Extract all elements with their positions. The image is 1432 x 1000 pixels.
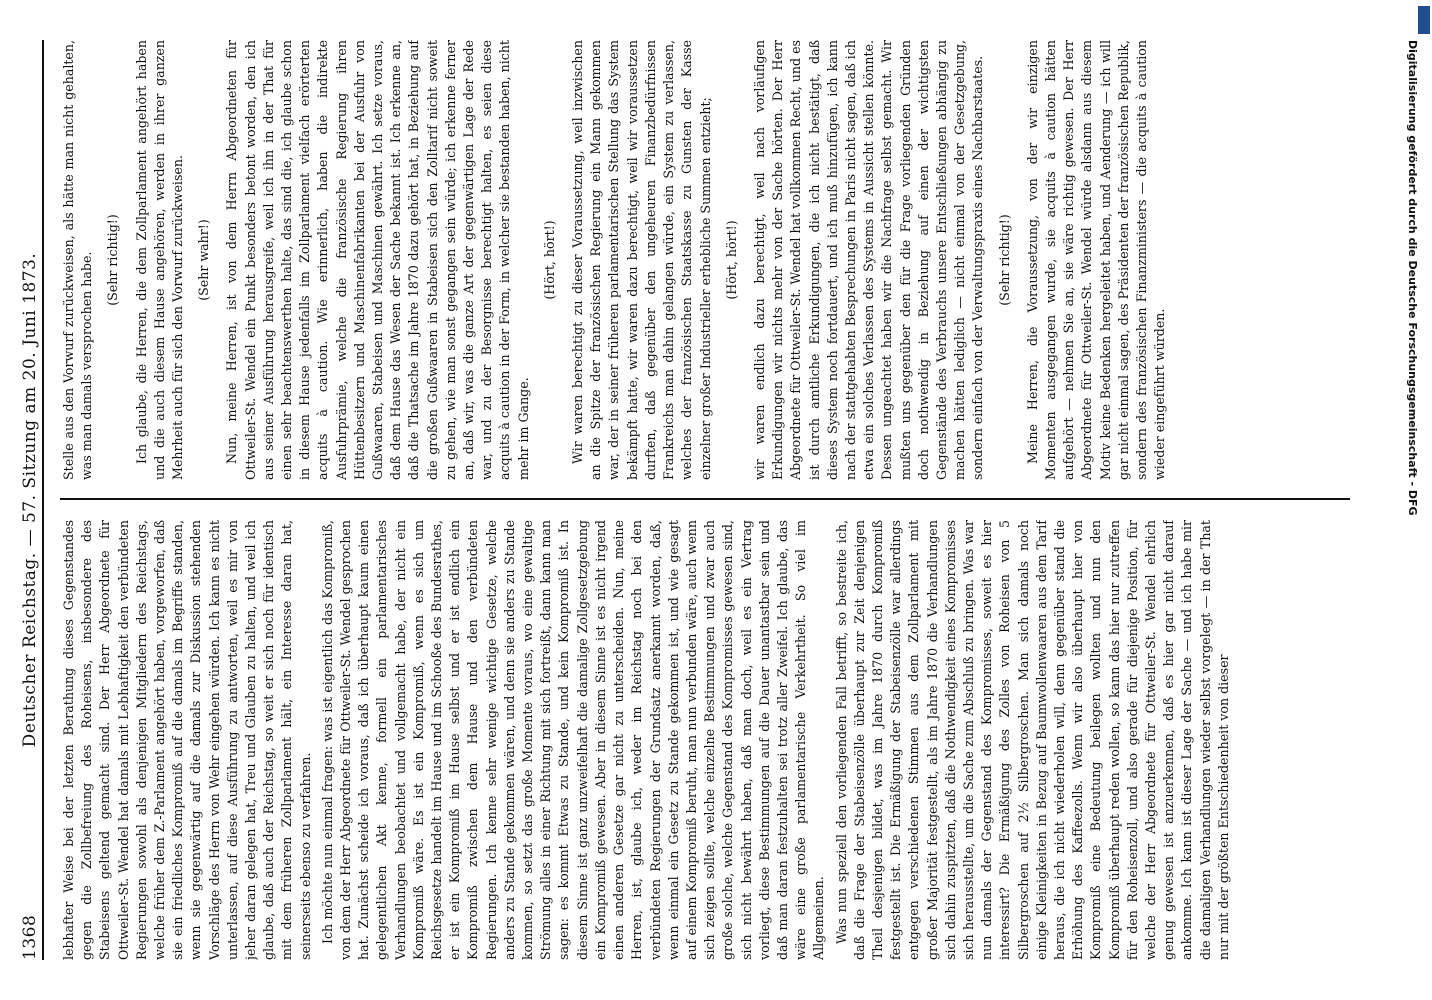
left-column (60, 520, 1350, 960)
dfg-watermark (1403, 40, 1419, 740)
dfg-logo (1418, 6, 1430, 34)
dfg-watermark-text: Digitalisierung gefördert durch die Deutsche Forschungsgemeinschaft - (1406, 40, 1419, 487)
column-divider (60, 498, 1350, 500)
paragraph: Stelle aus den Vorwurf zurückweisen, als hätte man nicht gehalten, was man damals versprochen habe. (61, 40, 95, 480)
paragraph: Was nun speziell den vorliegenden Fall betrifft, so bestreite ich, daß die Frage der Stabeisenzölle überhaupt zur Zeit denjenigen Theil desjenigen bildet, was im Jahre 1870 durch Kompromiß festgestellt ist. Die Ermäßigung der Stabeisenzölle war allerdings entgegen verschiedenen Stimmen aus dem Zollparlament mit großer Majorität festgestellt, als im Jahre 1870 die Verhandlungen sich dahin zuspitzten, daß die Nothwendigkeit eines Kompromisses sich herausstellte, um die Sache zum Abschluß zu bringen. Was war nun damals der Gegenstand des Kompromisses, soweit es hier interessirt? Die Ermäßigung des Zolles von Roheisen von 5 Silbergroschen auf 2½ Silbergroschen. Man sich damals noch einige Kleinigkeiten in Bezug auf Baumwollenwaaren aus dem Tarif heraus, die ich nicht wiederholen will, denn gegenüber stand die Erhöhung des Kaffeezolls. Wenn wir also überhaupt hier von Kompromiß eine Bedeutung beilegen wollten und nun den Kompromiß überhaupt reden wollen, so kann das hier nur zutreffen für den Roheisenzoll, und also gerade für diejenige Position, für welche der Herr Abgeordnete für Ottweiler-St. Wendel ehrlich genug gewesen ist anzuerkennen, daß es hier gar nicht darauf ankomme. Ich kann ist dieser Lage der Sache — und ich habe mir die damaligen Verhandlungen wieder selbst vorgelegt — in der That nur mit der größten Entschiedenheit von dieser (833, 520, 1231, 960)
page-number: 1368 (20, 914, 40, 960)
paragraph: Wir waren berechtigt zu dieser Voraussetzung, weil inzwischen an die Spitze der französischen Regierung ein Mann gekommen war, der in seiner früheren parlamentarischen Stellung das System bekämpft hatte, wir waren dazu berechtigt, weil wir voraussetzen durften, daß gegenüber den ungeheuren Finanzbedürfnissen Frankreichs man dahin gelangen würde, ein System zu verlassen, welches der französischen Staatskasse zu Gunsten der Kasse einzelner großer Industrieller erhebliche Summen entzieht; (570, 40, 713, 480)
page-title: Deutscher Reichstag. — 57. Sitzung am 20. Juni 1873. (20, 252, 40, 748)
paragraph: Meine Herren, die Voraussetzung, von der wir einzigen Momenten ausgegangen wurde, sie acquits à caution hätten aufgehört — nehmen Sie an, sie wäre richtig gewesen. Der Herr Abgeordnete für Ottweiler-St. Wendel würde alsdann aus diesem Motiv keine Bedenken hergeleitet haben, und Aenderung — ich will gar nicht einmal sagen, des Präsidenten der französischen Republik, sondern des französischen Finanzministers — die acquits à caution wieder eingeführt würden. (1024, 40, 1168, 480)
paragraph: Ich glaube, die Herren, die dem Zollparlament angehört haben und die auch diesem Hause angehören, werden in ihrer ganzen Mehrheit auch für sich den Vorwurf zurückweisen. (133, 40, 186, 480)
dfg-badge-label: DFG (1406, 489, 1419, 516)
interjection: (Hört, hört!) (723, 220, 739, 300)
interjection: (Hört, hört!) (541, 220, 557, 300)
paragraph: Ich möchte nun einmal fragen: was ist eigentlich das Kompromiß, von dem der Herr Abgeordnete für Ottweiler-St. Wendel gesprochen hat. Zunächst scheide ich voraus, daß ich überhaupt kaum einen gelegentlichen Akt kenne, formell ein parlamentarisches Verhandlungen beobachtet und vollgemacht habe, der nicht ein Kompromiß wäre. Es ist ein Kompromiß, wenn es sich um Reichsgesetze handelt im Hause und im Schooße des Bundesrathes, er ist ein Kompromiß im Hause selbst und er ist endlich ein Kompromiß zwischen dem Hause und den verbündeten Regierungen. Ich kenne sehr wenige wichtige Gesetze, welche anders zu Stande gekommen wären, und denn sie anders zu Stande kommen, so setzt das große Momente voraus, wo eine gewaltige Strömung alles in einer Richtung mit sich fortreißt, dann kann man sagen: es kommt Etwas zu Stande, und kein Kompromiß ist. In diesem Sinne ist ganz unzweifelhaft die damalige Zollgesetzgebung ein Kompromiß gewesen. Aber in diesem Sinne ist es nicht irgend einen anderen Gesetze gar nicht zu unterscheiden. Nun, meine Herren, ist, glaube ich, weder im Reichstag noch bei den verbündeten Regierungen der Grundsatz anerkannt worden, daß, wenn einmal ein Gesetz zu Stande gekommen ist, und wie gesagt auf einem Kompromiß beruht, man nun verbunden wäre, auch wenn sich zeigen sollte, welche einzelne Bestimmungen und zwar auch große solche, welche Gegenstand des Kompromisses gewesen sind, sich nicht bewährt haben, daß man doch, weil es ein Vertrag vorliegt, diese Bestimmungen auf die Dauer unantastbar sein und daß man daran festzuhalten sei trotz aller Zweifel. Ich glaube, das wäre eine große parlamentarische Verkehrtheit. So viel im Allgemeinen. (319, 520, 827, 960)
right-column (60, 40, 1350, 480)
paragraph: Nun, meine Herren, ist von dem Herrn Abgeordneten für Ottweiler-St. Wendel ein Punkt besonders betont worden, den ich aus seiner Ausführung herausgreife, weil ich ihn in der That für einen sehr beachtenswerthen halte, das sind die, ich glaube schon in diesem Hause jedenfalls im Zollparlament vielfach erörterten acquits à caution. Wie erinnerlich, haben die indirekte Ausfuhrprämie, welche die französische Regierung ihren Hüttenbesitzern und Maschinenfabrikanten bei der Ausfuhr von Gußwaaren, Stabeisen und Maschinen gewährt. Ich setze voraus, daß dem Hause das Wesen der Sache bekannt ist. Ich erkenne an, daß die Thatsache im Jahre 1870 dazu gehört hat, in Beziehung auf die großen Gußwaaren in Stabeisen sich den Zolltarif nicht soweit zu gehen, wie man sonst gegangen sein würde; ich erkenne ferner an, daß wir, was die ganze Art der gegenwärtigen Lage der Rede war, und zu der Besorgnisse berechtigt halten, es seien diese acquits à caution in der Form, in welcher sie bestanden haben, nicht mehr im Gange. (224, 40, 531, 480)
header-rule (42, 40, 44, 960)
paragraph: lebhafter Weise bei der letzten Berathung dieses Gegenstandes gegen die Zollbefreiung des Roheisens, insbesondere des Stabeisens geltend gemacht sind. Der Herr Abgeordnete für Ottweiler-St. Wendel hat damals mit Lebhaftigkeit den verbündeten Regierungen sowohl als denjenigen Mitgliedern des Reichstags, welche früher dem Z.-Parlament angehört haben, vorgeworfen, daß sie ein friedliches Kompromiß auf die damals im Begriffe standen, wenn sie gegenwärtig auf die damals zur Diskussion stehenden Vorschläge des Herrn von Wehr eingehen würden. Ich kann es nicht unterlassen, auf diese Ausführung zu antworten, weil es mir von jeher daran gelegen hat, Treu und Glauben zu halten, und weil ich glaube, daß auch der Reichstag, so weit er sich noch für identisch mit dem früheren Zollparlament hält, ein Interesse daran hat, seinerseits ebenso zu verfahren. (61, 520, 313, 960)
interjection: (Sehr wahr!) (196, 219, 212, 301)
interjection: (Sehr richtig!) (996, 214, 1012, 306)
paragraph: wir waren endlich dazu berechtigt, weil nach vorläufigen Erkundigungen wir nichts mehr von der Sache hörten. Der Herr Abgeordnete für Ottweiler-St. Wendel hat vollkommen Recht, und es ist durch amtliche Erkundigungen, die ich nicht bestätigt, daß dieses System noch fortdauert, und ich muß hinzufügen, ich kann nach der stattgehabten Besprechungen in Paris nicht sagen, daß ich etwa ein solches Verlassen des Systems in Aussicht stellen könnte. Dessen ungeachtet haben wir die Nachfrage selbst gemacht. Wir mußten uns gegenüber den für die Frage vorliegenden Gründen doch nothwendig in Beziehung auf einen der wichtigsten Gegenstände des Verbrauchs unsere Entschließungen abhängig zu machen hätten lediglich — nicht einmal von der Gesetzgebung, sondern einfach von der Verwaltungspraxis eines Nachbarstaates. (751, 40, 986, 480)
interjection: (Sehr richtig!) (105, 214, 121, 306)
